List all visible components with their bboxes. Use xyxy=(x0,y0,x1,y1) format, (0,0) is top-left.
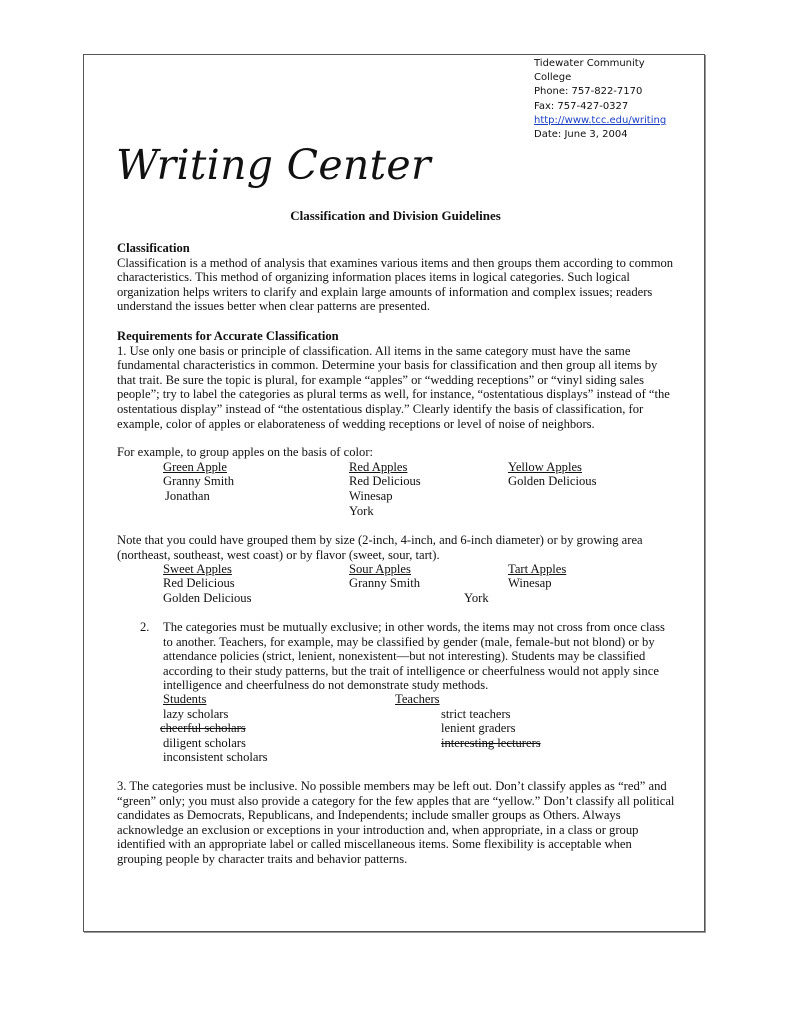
list-item: Red Delicious xyxy=(349,474,421,488)
point-2-number: 2. xyxy=(140,620,150,634)
list-item: inconsistent scholars xyxy=(163,750,268,764)
document-title: Classification and Division Guidelines xyxy=(290,208,501,223)
list-item: lenient graders xyxy=(441,721,516,735)
classification-heading: Classification xyxy=(117,241,190,255)
red-apples-header: Red Apples xyxy=(349,460,408,474)
org-name-line2: College xyxy=(534,72,572,84)
green-apple-header: Green Apple xyxy=(163,460,227,474)
list-item-struck: cheerful scholars xyxy=(160,721,246,735)
students-header: Students xyxy=(163,692,207,706)
sweet-apples-header: Sweet Apples xyxy=(163,562,232,576)
document-date: Date: June 3, 2004 xyxy=(534,129,628,141)
teachers-header: Teachers xyxy=(395,692,440,706)
phone-number: Phone: 757-822-7170 xyxy=(534,86,643,98)
requirements-section xyxy=(117,329,677,431)
writing-center-logo: Writing Center xyxy=(116,141,431,189)
list-item: Granny Smith xyxy=(349,576,421,590)
classification-body: Classification is a method of analysis that examines various items and then groups them according to common characteristics. This method of organizing information places items in logical categories. Such logical organization helps writers to clarify and explain large amounts of information and complex issues; readers understand the issues better when clear patterns are presented. xyxy=(117,255,674,314)
yellow-apples-header: Yellow Apples xyxy=(508,460,582,474)
list-item: Winesap xyxy=(508,576,552,590)
list-item: lazy scholars xyxy=(163,707,229,721)
requirement-point-1: 1. Use only one basis or principle of classification. All items in the same category must have the same fundamental characteristics in common. Determine your basis for classification and then group all items by that trait. Be sure the topic is plural, for example “apples” or “wedding receptions” or “vinyl siding sales people”; try to label the categories as plural terms as well, for instance, “ostentatious displays” instead of “the ostentatious display” instead of “the ostentatious display.” Clearly identify the basis of classification, for example, color of apples or elaborateness of wedding receptions or level of noise of neighbors. xyxy=(117,343,670,431)
tart-apples-header: Tart Apples xyxy=(508,562,567,576)
color-example-intro: For example, to group apples on the basis of color: xyxy=(117,445,374,459)
list-item: strict teachers xyxy=(441,707,511,721)
website-link[interactable]: http://www.tcc.edu/writing xyxy=(534,114,667,126)
contact-block xyxy=(534,57,666,142)
grouping-note: Note that you could have grouped them by size (2-inch, 4-inch, and 6-inch diameter) or by growing area (northeast, southeast, west coast) or by flavor (sweet, sour, tart). xyxy=(117,533,643,562)
point-3-text: 3. The categories must be inclusive. No possible members may be left out. Don’t classify apples as “red” and “green” only; you must also provide a category for the few apples that are “yellow.” Don’t classify all political candidates as Democrats, Republicans, and Independents; include smaller groups as Others. Always acknowledge an exclusion or exceptions in your introduction and, when appropriate, in a class or group identified with an appropriate label or called miscellaneous items. Some flexibility is acceptable when grouping people by character traits and behavior patterns. xyxy=(117,779,675,866)
requirements-heading: Requirements for Accurate Classification xyxy=(117,329,339,343)
fax-number: Fax: 757-427-0327 xyxy=(534,100,629,112)
classification-section xyxy=(117,241,677,314)
list-item: Golden Delicious xyxy=(508,474,597,488)
list-item-struck: interesting lecturers xyxy=(441,736,541,750)
list-item: diligent scholars xyxy=(163,736,246,750)
org-name-line1: Tidewater Community xyxy=(534,58,645,69)
list-item: Golden Delicious xyxy=(163,591,252,605)
list-item: York xyxy=(464,591,489,605)
list-item: York xyxy=(349,504,374,518)
sour-apples-header: Sour Apples xyxy=(349,562,411,576)
point-2-text: The categories must be mutually exclusive; in other words, the items may not cross from once class to another. Teachers, for example, may be classified by gender (male, female-but not blond) or by attendance policies (strict, lenient, nonexistent—but not interesting). Students may be classified according to their study patterns, but the trait of intelligence or cheerfulness would not apply since intelligence and cheerfulness do not demonstrate study methods. xyxy=(163,620,665,693)
list-item: Winesap xyxy=(349,489,393,503)
list-item: Granny Smith xyxy=(163,474,235,488)
list-item: Red Delicious xyxy=(163,576,235,590)
list-item: Jonathan xyxy=(165,489,210,503)
